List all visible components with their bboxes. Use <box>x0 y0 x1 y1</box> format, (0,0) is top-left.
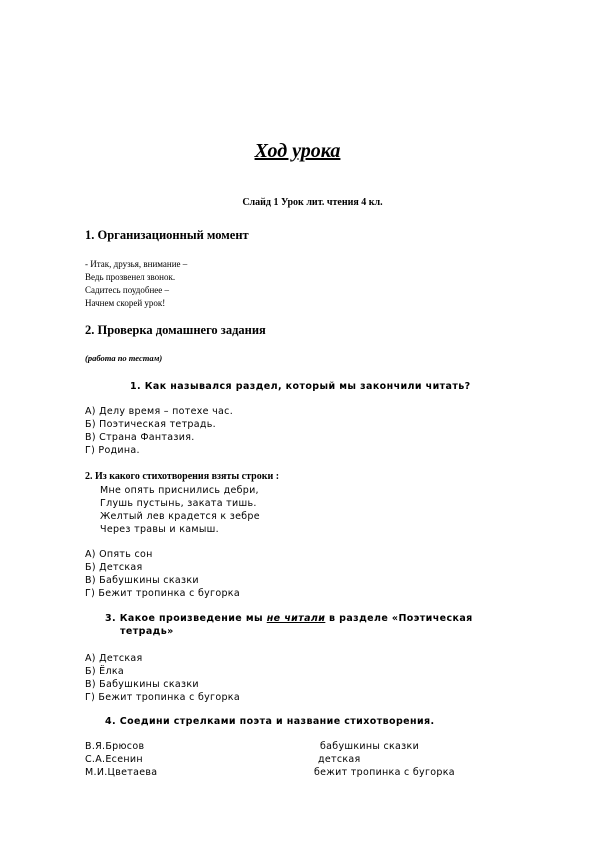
question-3-line2: тетрадь» <box>120 626 174 637</box>
answer-option: А) Опять сон <box>85 549 153 560</box>
section-2-heading: 2. Проверка домашнего задания <box>85 323 266 337</box>
answer-option: Г) Бежит тропинка с бугорка <box>85 588 240 599</box>
answer-option: Б) Ёлка <box>85 666 124 677</box>
poet-name: В.Я.Брюсов <box>85 741 145 752</box>
question-3-suffix: в разделе «Поэтическая <box>325 613 473 624</box>
poem-title: бабушкины сказки <box>320 741 420 752</box>
quote-line: Мне опять приснились дебри, <box>100 485 259 496</box>
answer-option: В) Бабушкины сказки <box>85 575 199 586</box>
quote-line: Желтый лев крадется к зебре <box>100 511 260 522</box>
question-2: 2. Из какого стихотворения взяты строки : <box>85 471 280 482</box>
answer-option: Б) Детская <box>85 562 143 573</box>
poem-title: детская <box>318 754 361 765</box>
question-3 <box>105 613 473 624</box>
question-1-options <box>85 405 233 457</box>
answer-option: В) Бабушкины сказки <box>85 679 199 690</box>
answer-option: Г) Бежит тропинка с бугорка <box>85 692 240 703</box>
section-2-note: (работа по тестам) <box>85 353 163 363</box>
question-4: 4. Соедини стрелками поэта и название стихотворения. <box>105 716 435 727</box>
question-3-options <box>85 652 240 704</box>
poem-title: бежит тропинка с бугорка <box>314 767 455 778</box>
answer-option: В) Страна Фантазия. <box>85 432 195 443</box>
poet-name: С.А.Есенин <box>85 754 143 765</box>
section-1-heading: 1. Организационный момент <box>85 228 249 242</box>
answer-option: А) Детская <box>85 653 143 664</box>
question-2-options <box>85 548 240 600</box>
greeting-poem <box>85 258 187 310</box>
quote-line: Через травы и камыш. <box>100 524 219 535</box>
poem-line: - Итак, друзья, внимание – <box>85 259 188 269</box>
slide-subtitle: Слайд 1 Урок лит. чтения 4 кл. <box>242 197 383 208</box>
question-3-emphasis: не читали <box>266 613 326 624</box>
answer-option: Г) Родина. <box>85 445 140 456</box>
poet-name: М.И.Цветаева <box>85 767 158 778</box>
poem-line: Начнем скорей урок! <box>85 298 166 308</box>
answer-option: Б) Поэтическая тетрадь. <box>85 419 216 430</box>
question-2-quote <box>100 484 260 536</box>
quote-line: Глушь пустынь, заката тишь. <box>100 498 257 509</box>
poem-line: Садитесь поудобнее – <box>85 285 170 295</box>
poem-line: Ведь прозвенел звонок. <box>85 272 176 282</box>
answer-option: А) Делу время – потехе час. <box>85 406 234 417</box>
page-title: Ход урока <box>254 140 341 162</box>
question-3-prefix: 3. Какое произведение мы <box>105 613 267 624</box>
question-1: 1. Как назывался раздел, который мы закончили читать? <box>130 381 471 392</box>
